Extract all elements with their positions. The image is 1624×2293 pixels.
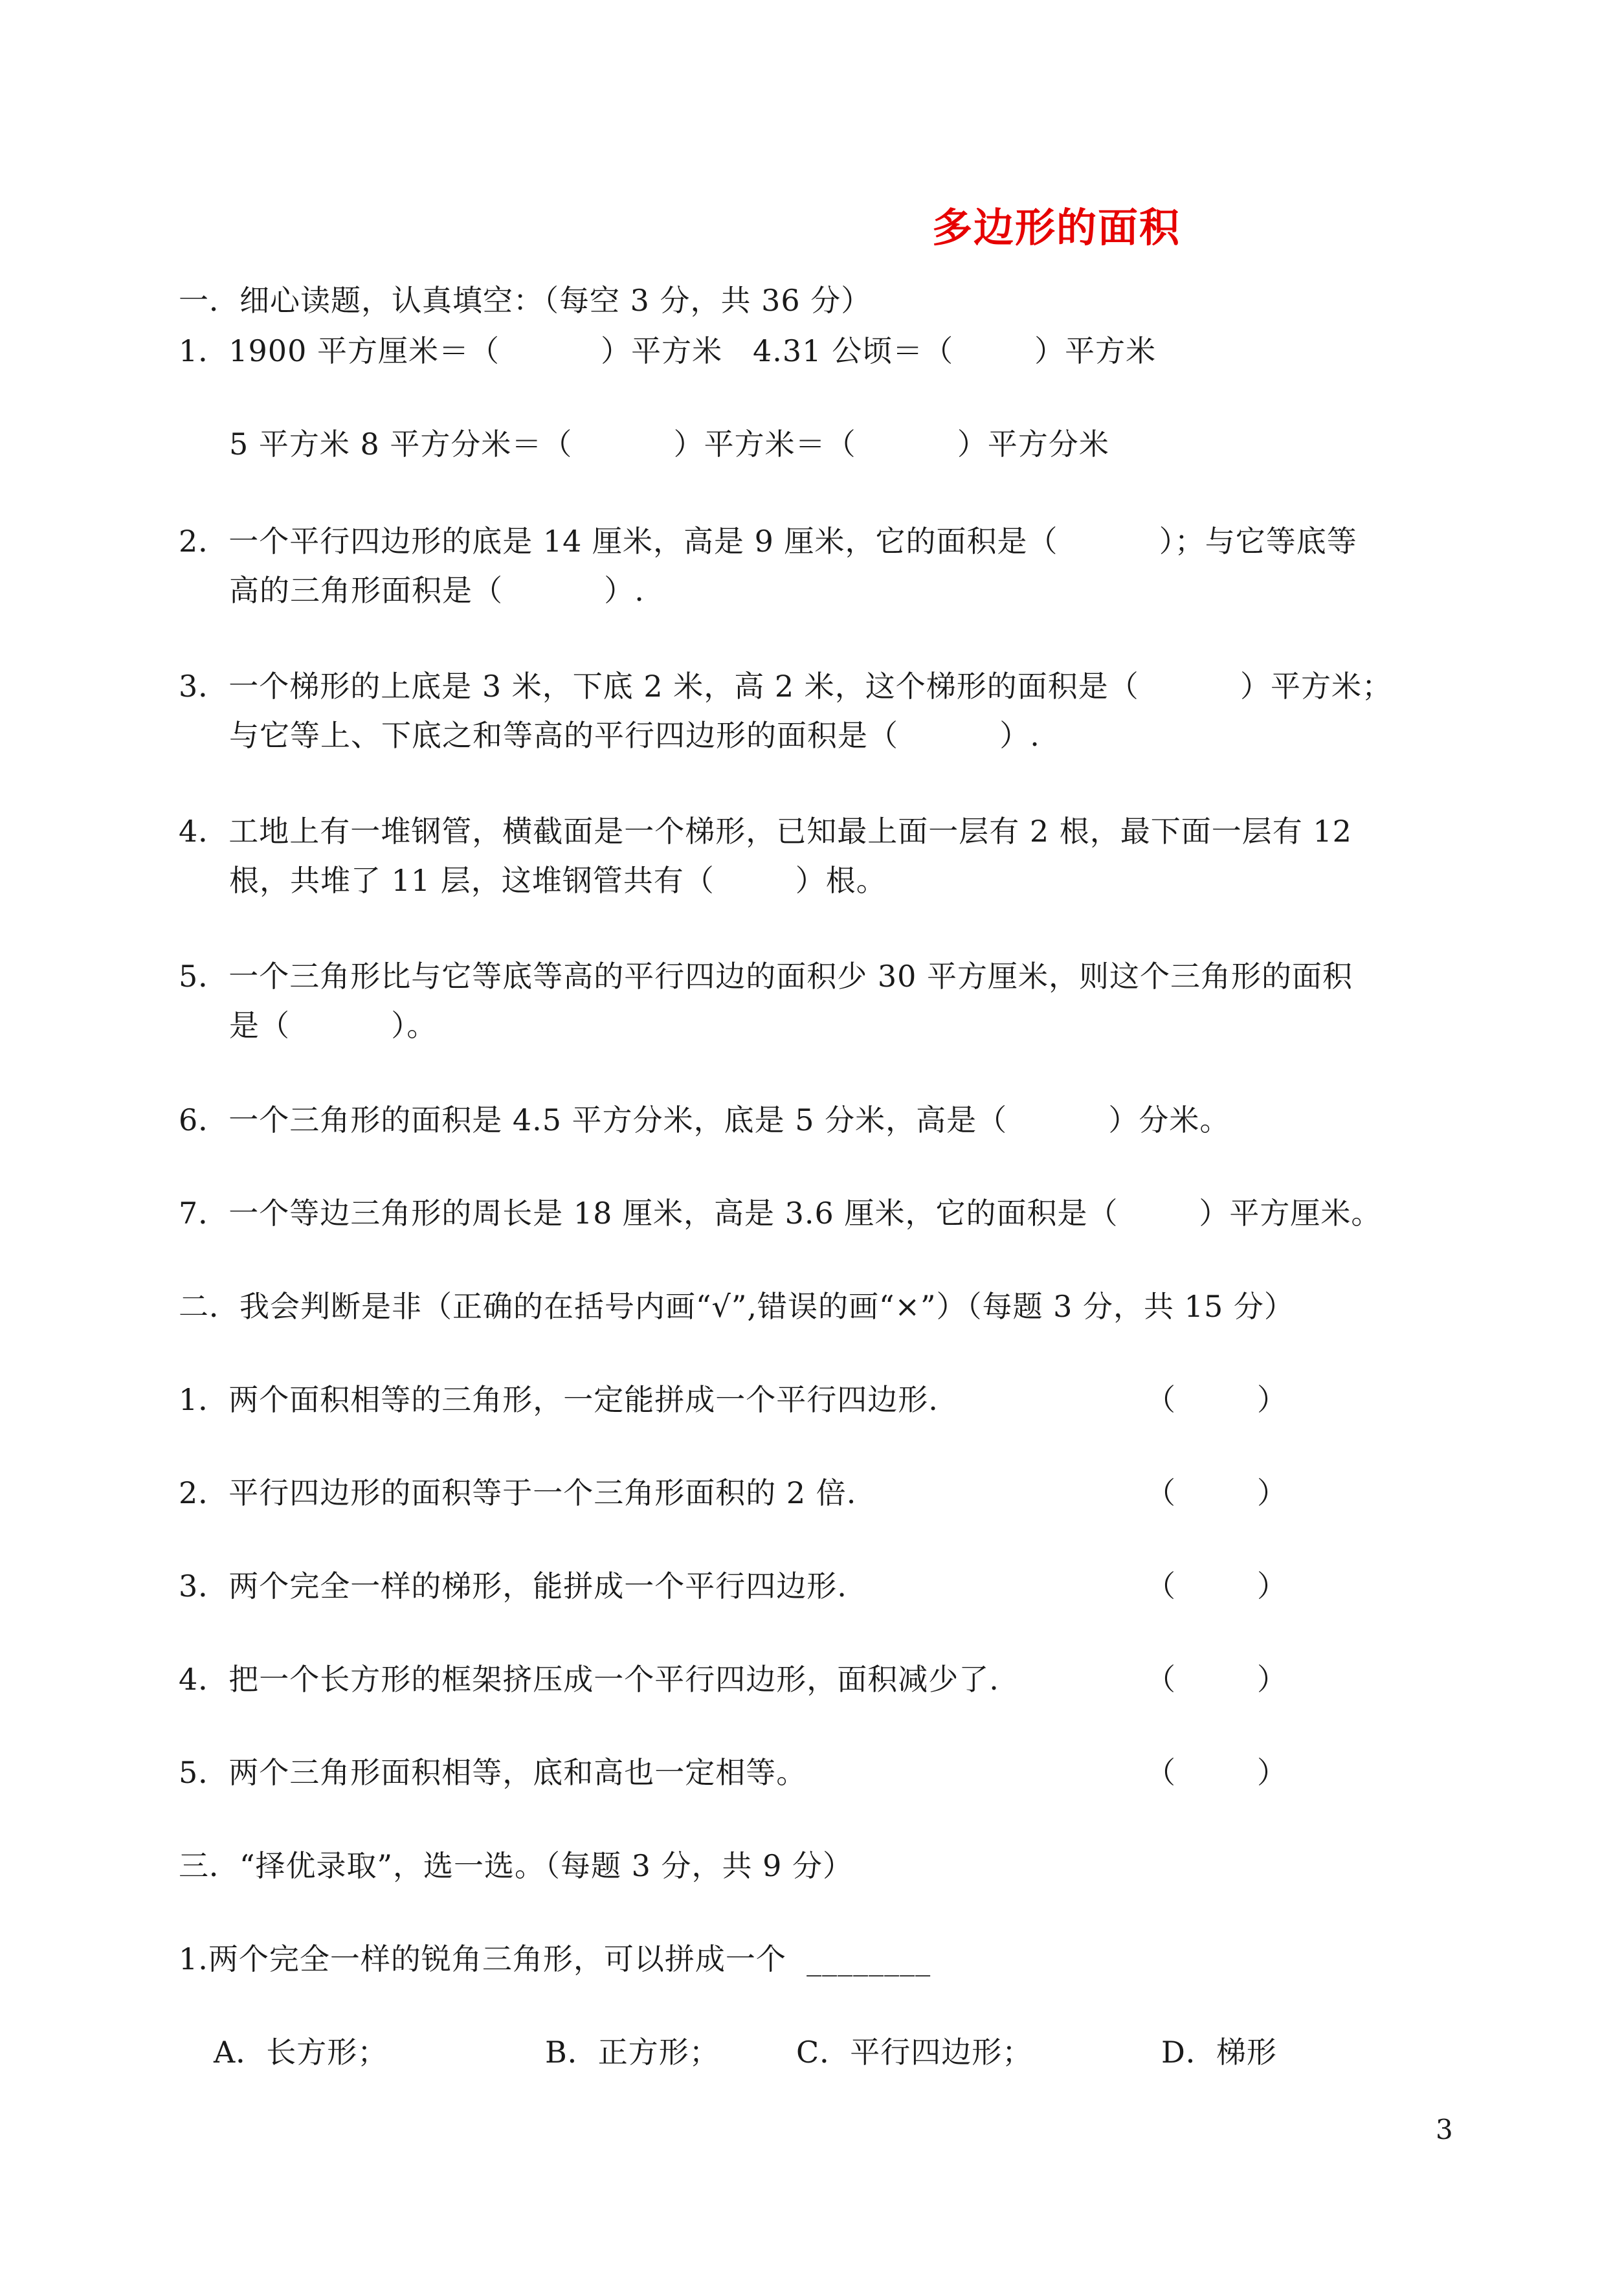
section2-heading: 二．我会判断是非（正确的在括号内画“√”,错误的画“×”）（每题 3 分，共 15 分） <box>179 1289 1295 1324</box>
option-d[interactable]: D．梯形 <box>1161 2035 1277 2070</box>
judge-item-5 <box>179 1753 806 1792</box>
judge-item-2 <box>179 1473 856 1512</box>
option-b[interactable]: B．正方形； <box>545 2035 720 2070</box>
question-3-line2: 与它等上、下底之和等高的平行四边形的面积是（ ）. <box>229 718 1040 753</box>
question-2-line2: 高的三角形面积是（ ）. <box>229 573 645 608</box>
page-title: 多边形的面积 <box>932 204 1181 251</box>
question-7: 7．一个等边三角形的周长是 18 厘米，高是 3.6 厘米，它的面积是（ ）平方厘米。 <box>179 1196 1382 1231</box>
judge-answer-paren[interactable]: （ ） <box>1146 1755 1287 1790</box>
question-1-line1: 1．1900 平方厘米＝（ ）平方米 4.31 公顷＝（ ）平方米 <box>179 333 1157 368</box>
option-c[interactable]: C．平行四边形； <box>796 2035 1033 2070</box>
section1-heading: 一．细心读题，认真填空：（每空 3 分，共 36 分） <box>179 283 872 318</box>
page-number: 3 <box>1436 2114 1453 2145</box>
question-4-line1: 4．工地上有一堆钢管，横截面是一个梯形，已知最上面一层有 2 根，最下面一层有 12 <box>179 814 1352 849</box>
question-5-line1: 5．一个三角形比与它等底等高的平行四边的面积少 30 平方厘米，则这个三角形的面积 <box>179 959 1353 994</box>
choice-question-1: 1.两个完全一样的锐角三角形，可以拼成一个 ________ <box>179 1941 931 1976</box>
judge-item-3 <box>179 1567 847 1605</box>
section3-heading: 三．“择优录取”，选一选。（每题 3 分，共 9 分） <box>179 1848 854 1883</box>
judge-item-text: 2．平行四边形的面积等于一个三角形面积的 2 倍. <box>179 1475 857 1510</box>
judge-item-1 <box>179 1380 939 1419</box>
judge-answer-paren[interactable]: （ ） <box>1146 1475 1287 1510</box>
option-a[interactable]: A．长方形； <box>214 2035 388 2070</box>
question-4-line2: 根，共堆了 11 层，这堆钢管共有（ ）根。 <box>229 863 887 898</box>
judge-item-4 <box>179 1660 999 1699</box>
judge-answer-paren[interactable]: （ ） <box>1146 1662 1287 1697</box>
question-5-line2: 是（ ）。 <box>229 1008 438 1043</box>
judge-item-text: 3．两个完全一样的梯形，能拼成一个平行四边形. <box>179 1569 847 1604</box>
judge-answer-paren[interactable]: （ ） <box>1146 1382 1287 1417</box>
question-2-line1: 2．一个平行四边形的底是 14 厘米，高是 9 厘米，它的面积是（ ）；与它等底等 <box>179 524 1357 559</box>
judge-answer-paren[interactable]: （ ） <box>1146 1569 1287 1604</box>
judge-item-text: 5．两个三角形面积相等，底和高也一定相等。 <box>179 1755 807 1790</box>
question-1-line2: 5 平方米 8 平方分米＝（ ）平方米＝（ ）平方分米 <box>229 427 1109 462</box>
judge-item-text: 1．两个面积相等的三角形，一定能拼成一个平行四边形. <box>179 1382 939 1417</box>
judge-item-text: 4．把一个长方形的框架挤压成一个平行四边形，面积减少了. <box>179 1662 999 1697</box>
question-6: 6．一个三角形的面积是 4.5 平方分米，底是 5 分米，高是（ ）分米。 <box>179 1102 1230 1137</box>
question-3-line1: 3．一个梯形的上底是 3 米，下底 2 米，高 2 米，这个梯形的面积是（ ）平方米； <box>179 669 1393 704</box>
